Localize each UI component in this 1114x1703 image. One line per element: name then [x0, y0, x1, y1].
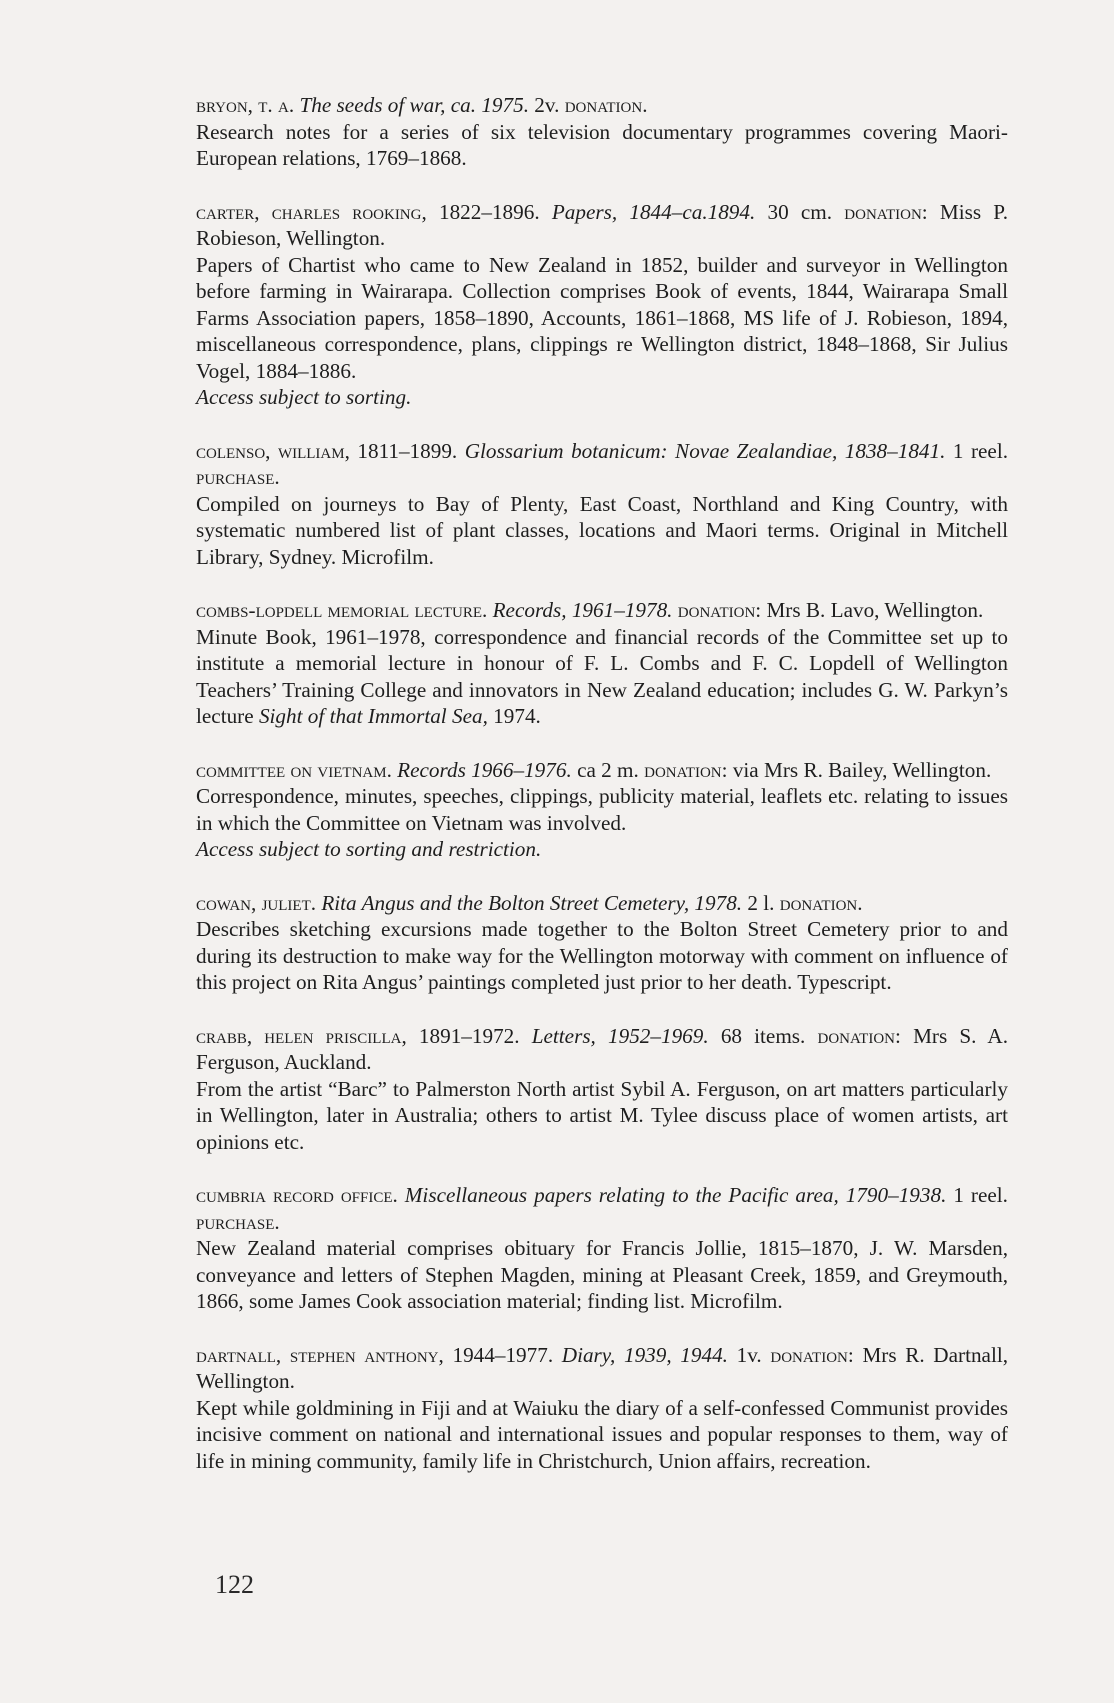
entry-acquisition: donation:: [817, 1023, 901, 1048]
entry-acquisition: purchase.: [196, 465, 280, 489]
entry-title: Letters, 1952–1969.: [531, 1023, 709, 1048]
entry-donor: Miss P. Robieson, Wellington.: [196, 199, 1009, 250]
entry-acquisition: donation:: [677, 598, 762, 622]
page-number: 122: [215, 1570, 254, 1599]
entry-extent: 68 items.: [720, 1023, 806, 1048]
entry-heading: [196, 199, 1008, 252]
entry-access-note: Access subject to sorting and restriction.: [196, 837, 542, 861]
entry-heading: [196, 597, 1008, 624]
entry-extent: 1 reel.: [953, 1183, 1008, 1207]
entry-title: Miscellaneous papers relating to the Pacific area, 1790–1938.: [404, 1183, 947, 1207]
entry-title: Papers, 1844–ca.1894.: [551, 199, 756, 224]
entry-name: bryon, t. a.: [196, 93, 295, 117]
entry-description: From the artist “Barc” to Palmerston North artist Sybil A. Ferguson, on art matters particularly in Wellington, later in Australia; others to artist M. Tylee discuss place of women artists, art opinions etc.: [196, 1076, 1008, 1154]
entry-description: Research notes for a series of six television documentary programmes covering Maori-European relations, 1769–1868.: [196, 119, 1008, 170]
entry-title: Glossarium botanicum: Novae Zealandiae, 1838–1841.: [464, 438, 946, 463]
catalogue-page: [196, 92, 1008, 1501]
entry-extent: 2 l.: [747, 890, 775, 915]
entry-donor: via Mrs R. Bailey, Wellington.: [732, 757, 992, 782]
entry-heading: [196, 1182, 1008, 1235]
catalogue-entry: [196, 1182, 1008, 1315]
catalogue-entry: [196, 890, 1008, 996]
entry-title: The seeds of war, ca. 1975.: [299, 93, 529, 117]
entry-name: dartnall, stephen anthony,: [196, 1342, 444, 1367]
entry-extent: 2v.: [534, 93, 560, 117]
catalogue-entry: [196, 757, 1008, 863]
entry-name: colenso, william,: [196, 438, 350, 463]
entry-dates: 1944–1977.: [452, 1342, 554, 1367]
entry-heading: [196, 890, 1008, 917]
entry-access-note: Access subject to sorting.: [196, 385, 412, 409]
entry-heading: [196, 92, 1008, 119]
catalogue-entry: [196, 1342, 1008, 1475]
entry-name: crabb, helen priscilla,: [196, 1023, 407, 1048]
entry-extent: 30 cm.: [767, 199, 833, 224]
entry-title: Rita Angus and the Bolton Street Cemetery, 1978.: [321, 890, 743, 915]
entry-name: combs-lopdell memorial lecture.: [196, 598, 488, 622]
entry-description: New Zealand material comprises obituary for Francis Jollie, 1815–1870, J. W. Marsden, conveyance and letters of Stephen Magden, mining at Pleasant Creek, 1859, and Greymouth, 1866, some James Cook association material; finding list. Microfilm.: [196, 1236, 1008, 1313]
entry-acquisition: donation:: [770, 1342, 854, 1367]
entry-heading: [196, 438, 1008, 491]
entry-description: Describes sketching excursions made together to the Bolton Street Cemetery prior to and during its destruction to make way for the Wellington motorway with comment on influence of this project on Rita Angus’ paintings completed just prior to her death. Typescript.: [196, 917, 1008, 994]
entry-title: Diary, 1939, 1944.: [561, 1342, 728, 1367]
catalogue-entry: [196, 438, 1008, 571]
entry-dates: 1822–1896.: [438, 199, 540, 224]
entry-title: Records, 1961–1978.: [492, 598, 673, 622]
entry-acquisition: donation:: [644, 757, 728, 782]
entry-donor: Mrs B. Lavo, Wellington.: [766, 598, 984, 622]
entry-description: Kept while goldmining in Fiji and at Waiuku the diary of a self-confessed Communist provides incisive comment on national and international issues and popular responses to them, way of life in mining community, family life in Christchurch, Union affairs, recreation.: [196, 1395, 1008, 1473]
entry-dates: 1891–1972.: [418, 1023, 520, 1048]
entry-title: Records 1966–1976.: [397, 757, 572, 782]
entry-heading: [196, 757, 1008, 784]
entry-acquisition: donation.: [779, 890, 863, 915]
entry-name: carter, charles rooking,: [196, 199, 427, 224]
entry-description: Papers of Chartist who came to New Zealand in 1852, builder and surveyor in Wellington before farming in Wairarapa. Collection comprises Book of events, 1844, Wairarapa Small Farms Association papers, 1858–1890, Accounts, 1861–1868, MS life of J. Robieson, 1894, miscellaneous correspondence, plans, clippings re Wellington district, 1848–1868, Sir Julius Vogel, 1884–1886.: [196, 252, 1008, 383]
catalogue-entry: [196, 199, 1008, 411]
catalogue-entry: [196, 597, 1008, 730]
catalogue-entry: [196, 92, 1008, 172]
entry-donor: Mrs R. Dartnall, Wellington.: [196, 1342, 1009, 1393]
entry-name: committee on vietnam.: [196, 757, 392, 782]
entry-dates: 1811–1899.: [357, 438, 458, 463]
entry-acquisition: donation.: [564, 93, 648, 117]
entry-description: [196, 624, 1008, 730]
entry-donor: Mrs S. A. Ferguson, Auckland.: [196, 1023, 1009, 1074]
entry-description-text: Minute Book, 1961–1978, correspondence and financial records of the Committee set up to institute a memorial lecture in honour of F. L. Combs and F. C. Lopdell of Wellington Teachers’ Training College and innovators in New Zealand education; includes G. W. Parkyn’s lecture: [196, 624, 1008, 728]
entry-extent: ca 2 m.: [577, 757, 639, 782]
entry-name: cowan, juliet.: [196, 890, 317, 915]
entry-description: Correspondence, minutes, speeches, clippings, publicity material, leaflets etc. relating to issues in which the Committee on Vietnam was involved.: [196, 784, 1008, 835]
entry-extent: 1 reel.: [952, 438, 1009, 463]
entry-name: cumbria record office.: [196, 1183, 398, 1207]
entry-extent: 1v.: [736, 1342, 762, 1367]
entry-heading: [196, 1342, 1008, 1395]
catalogue-entry: [196, 1023, 1008, 1156]
entry-acquisition: donation:: [844, 199, 928, 224]
entry-description-title: Sight of that Immortal Sea,: [258, 704, 488, 728]
entry-description-year: 1974.: [493, 704, 541, 728]
entry-acquisition: purchase.: [196, 1209, 280, 1234]
entry-description: Compiled on journeys to Bay of Plenty, East Coast, Northland and King Country, with systematic numbered list of plant classes, locations and Maori terms. Original in Mitchell Library, Sydney. Microfilm.: [196, 491, 1008, 569]
entry-heading: [196, 1023, 1008, 1076]
